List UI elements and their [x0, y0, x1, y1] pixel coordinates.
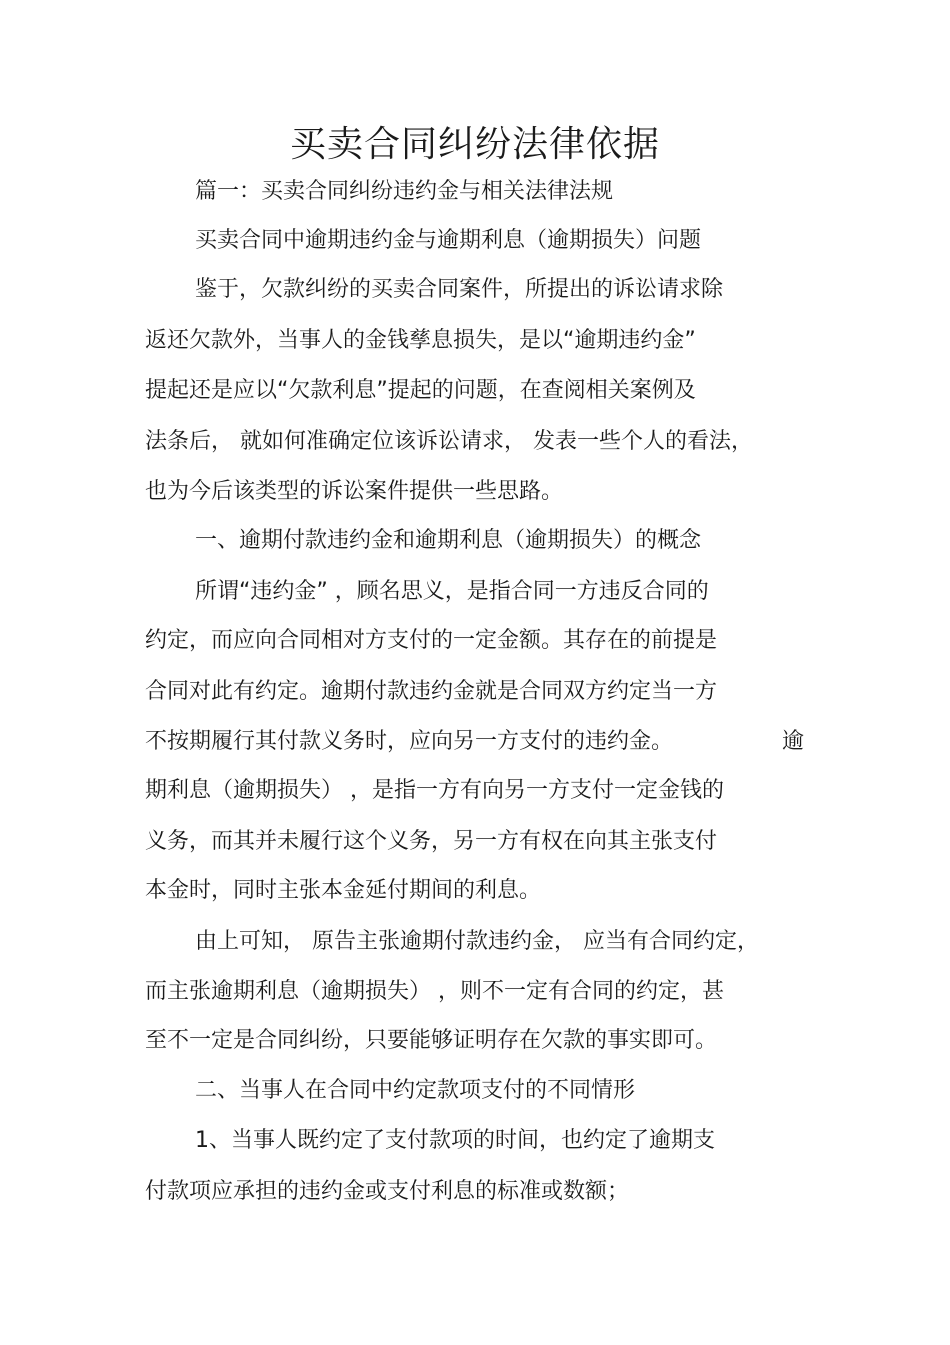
paragraph-line: 合同对此有约定。逾期付款违约金就是合同双方约定当一方 [145, 679, 718, 704]
paragraph-line: 也为今后该类型的诉讼案件提供一些思路。 [145, 479, 564, 504]
document-title: 买卖合同纠纷法律依据 [289, 124, 660, 165]
paragraph-line: 所谓“违约金” ，顾名思义，是指合同一方违反合同的 [195, 579, 709, 604]
paragraph-line: 而主张逾期利息（逾期损失） ，则不一定有合同的约定，甚 [145, 979, 724, 1004]
paragraph-line: 至不一定是合同纠纷，只要能够证明存在欠款的事实即可。 [145, 1028, 718, 1053]
paragraph-line: 付款项应承担的违约金或支付利息的标准或数额； [145, 1179, 630, 1204]
paragraph-line: 返还欠款外，当事人的金钱孳息损失，是以“逾期违约金” [145, 328, 696, 353]
paragraph-line: 鉴于，欠款纠纷的买卖合同案件，所提出的诉讼请求除 [195, 277, 724, 302]
paragraph-line: 本金时，同时主张本金延付期间的利息。 [145, 878, 542, 903]
paragraph-line: 1、当事人既约定了支付款项的时间，也约定了逾期支 [195, 1128, 715, 1153]
paragraph-heading-1: 篇一：买卖合同纠纷违约金与相关法律法规 [195, 179, 614, 204]
paragraph-line: 约定，而应向合同相对方支付的一定金额。其存在的前提是 [145, 628, 718, 653]
paragraph-line: 期利息（逾期损失） ，是指一方有向另一方支付一定金钱的 [145, 778, 724, 803]
paragraph-subheading: 买卖合同中逾期违约金与逾期利息（逾期损失）问题 [195, 228, 702, 253]
section-heading-2: 二、当事人在合同中约定款项支付的不同情形 [195, 1078, 636, 1103]
paragraph-line: 法条后， 就如何准确定位该诉讼请求， 发表一些个人的看法， [145, 429, 753, 454]
paragraph-line: 不按期履行其付款义务时，应向另一方支付的违约金。 [145, 729, 674, 754]
section-heading-1: 一、逾期付款违约金和逾期利息（逾期损失）的概念 [195, 528, 702, 553]
paragraph-line-fragment: 逾 [782, 729, 805, 754]
paragraph-line: 提起还是应以“欠款利息”提起的问题，在查阅相关案例及 [145, 378, 696, 403]
paragraph-line: 义务，而其并未履行这个义务，另一方有权在向其主张支付 [145, 829, 718, 854]
paragraph-line: 由上可知， 原告主张逾期付款违约金， 应当有合同约定， [195, 929, 759, 954]
